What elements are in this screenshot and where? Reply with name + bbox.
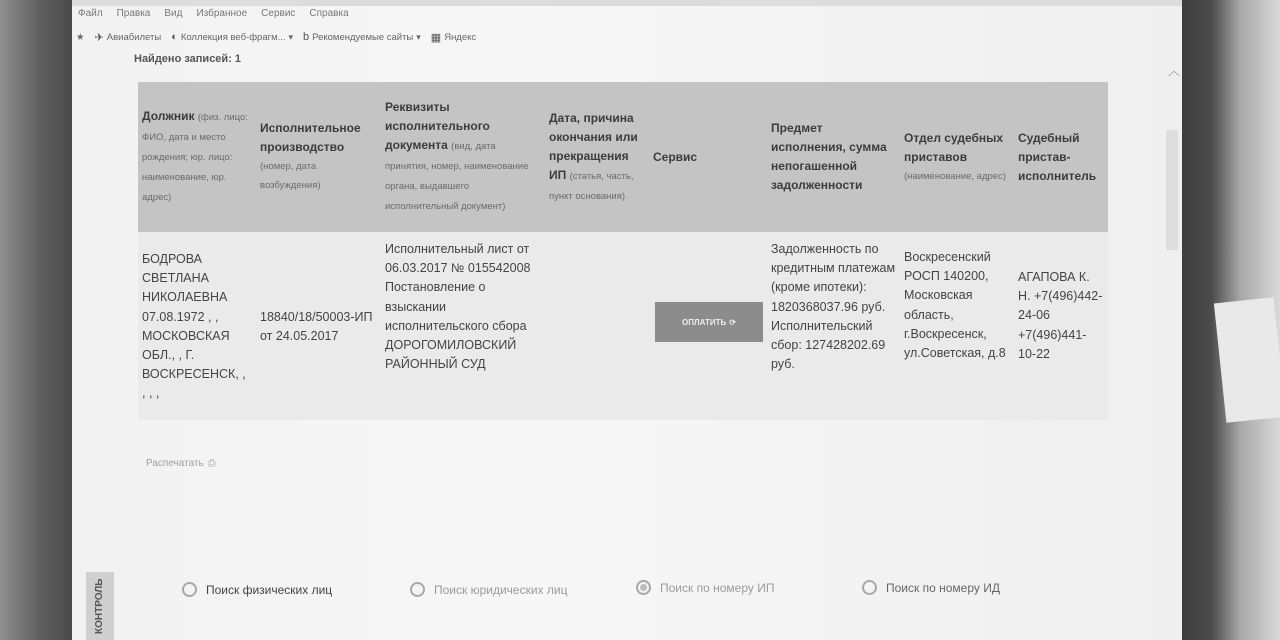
radio-dot — [410, 582, 425, 597]
header-title: Дата, причина окончания или прекращения ИП — [549, 110, 638, 182]
favorite-label: Яндекс — [444, 31, 477, 43]
favorites-bar — [76, 28, 476, 46]
radio-dot-selected — [636, 580, 651, 595]
chevron-down-icon: ▾ — [416, 31, 421, 42]
menu-item-favorites[interactable]: Избранное — [196, 8, 248, 19]
header-note: (номер, дата возбуждения) — [260, 161, 321, 191]
header-title: Реквизиты исполнительного документа — [385, 100, 490, 152]
header-document — [381, 82, 545, 232]
cell-bailiff: АГАПОВА К. Н. +7(496)442-24-06 +7(496)441-10-22 — [1018, 270, 1103, 361]
cell-debtor: БОДРОВА СВЕТЛАНА НИКОЛАЕВНА 07.08.1972 , , МОСКОВСКАЯ ОБЛ., , Г. ВОСКРЕСЕНСК, , , , , — [142, 252, 246, 401]
header-title: Предмет исполнения, сумма непогашенной задолженности — [771, 121, 887, 192]
favorite-label: Авиабилеты — [106, 31, 162, 43]
radio-search-individuals[interactable] — [182, 582, 332, 597]
favorite-yandex[interactable] — [431, 31, 476, 44]
cell-end — [545, 232, 649, 420]
table-row — [138, 232, 1108, 420]
favorite-label: Коллекция веб-фрагм... — [180, 31, 286, 43]
cell-proceeding: 18840/18/50003-ИП от 24.05.2017 — [260, 310, 373, 344]
table-header — [138, 82, 1108, 232]
browser-screen — [72, 0, 1182, 640]
header-subject — [767, 82, 900, 232]
menu-item-tools[interactable]: Сервис — [261, 8, 296, 19]
header-note: (статья, часть, пункт основания) — [549, 170, 634, 202]
header-note: (физ. лицо: ФИО, дата и место рождения; юр. лицо: наименование, юр. адрес) — [142, 112, 248, 203]
favorite-label: Рекомендуемые сайты — [312, 31, 414, 43]
favorite-aviatickets[interactable] — [95, 31, 162, 44]
cell-subject: Задолженность по кредитным платежам (кроме ипотеки): 1820368037.96 руб. Исполнительский сбор: 127428202.69 руб. — [771, 242, 896, 372]
header-title: Судебный пристав-исполнитель — [1018, 130, 1097, 183]
pay-button-label: ОПЛАТИТЬ — [682, 317, 727, 327]
radio-label: Поиск по номеру ИП — [660, 580, 775, 595]
header-department — [900, 82, 1014, 232]
radio-search-legal-entities[interactable] — [410, 582, 567, 597]
pay-button[interactable] — [655, 302, 763, 342]
header-debtor — [138, 82, 256, 232]
airplane-icon: ✈ — [94, 31, 104, 44]
header-title: Сервис — [653, 149, 698, 164]
header-bailiff — [1014, 82, 1108, 232]
header-title: Должник — [142, 109, 195, 123]
results-table — [138, 82, 1108, 420]
menu-bar — [78, 8, 349, 24]
chevron-down-icon: ▾ — [288, 31, 294, 42]
menu-item-file[interactable]: Файл — [78, 8, 103, 19]
header-title: Исполнительное производство — [260, 121, 361, 154]
refresh-icon: ⟳ — [729, 317, 736, 327]
scrollbar-thumb[interactable] — [1166, 130, 1178, 250]
radio-search-by-ip-number[interactable] — [636, 580, 774, 595]
found-records-count: Найдено записей: 1 — [134, 53, 242, 65]
cell-service — [649, 232, 767, 420]
header-service — [649, 82, 767, 232]
menu-item-edit[interactable]: Правка — [116, 8, 151, 19]
radio-label: Поиск физических лиц — [206, 582, 333, 597]
yandex-icon: ▦ — [430, 31, 442, 44]
print-label: Распечатать — [146, 458, 204, 469]
radio-dot — [182, 582, 197, 597]
monitor-bezel-left — [0, 0, 72, 640]
header-proceeding — [256, 82, 381, 232]
header-end — [545, 82, 649, 232]
menu-item-view[interactable]: Вид — [164, 8, 183, 19]
cell-department: Воскресенский РОСП 140200, Московская область, г.Воскресенск, ул.Советская, д.8 — [904, 250, 1006, 361]
web-slice-icon: ◐ — [171, 31, 178, 43]
address-bar-strip — [72, 0, 1182, 6]
printer-icon: ⎙ — [207, 458, 216, 469]
favorite-web-slices[interactable] — [171, 31, 293, 43]
favorite-suggested-sites[interactable] — [303, 31, 421, 43]
scroll-up-icon[interactable]: ︿ — [1168, 64, 1181, 78]
menu-item-help[interactable]: Справка — [309, 8, 349, 19]
radio-label: Поиск по номеру ИД — [886, 580, 1000, 595]
radio-dot — [862, 580, 877, 595]
header-note: (вид, дата принятия, номер, наименование органа, выдавшего исполнительный документ) — [385, 141, 529, 212]
radio-label: Поиск юридических лиц — [434, 582, 568, 597]
side-label: КОНТРОЛЬ — [86, 572, 114, 640]
header-note: (наименование, адрес) — [904, 170, 1006, 182]
bing-icon: b — [303, 31, 310, 43]
add-favorite-icon[interactable]: ★ — [76, 31, 85, 43]
cell-document: Исполнительный лист от 06.03.2017 № 015542008 Постановление о взыскании исполнительского сбора ДОРОГОМИЛОВСКИЙ РАЙОННЫЙ СУД — [385, 242, 531, 372]
radio-search-by-id-number[interactable] — [862, 580, 1000, 595]
header-title: Отдел судебных приставов — [904, 130, 1004, 164]
search-type-selector — [72, 582, 1182, 608]
background-paper — [1214, 297, 1280, 423]
print-link[interactable] — [146, 458, 216, 469]
